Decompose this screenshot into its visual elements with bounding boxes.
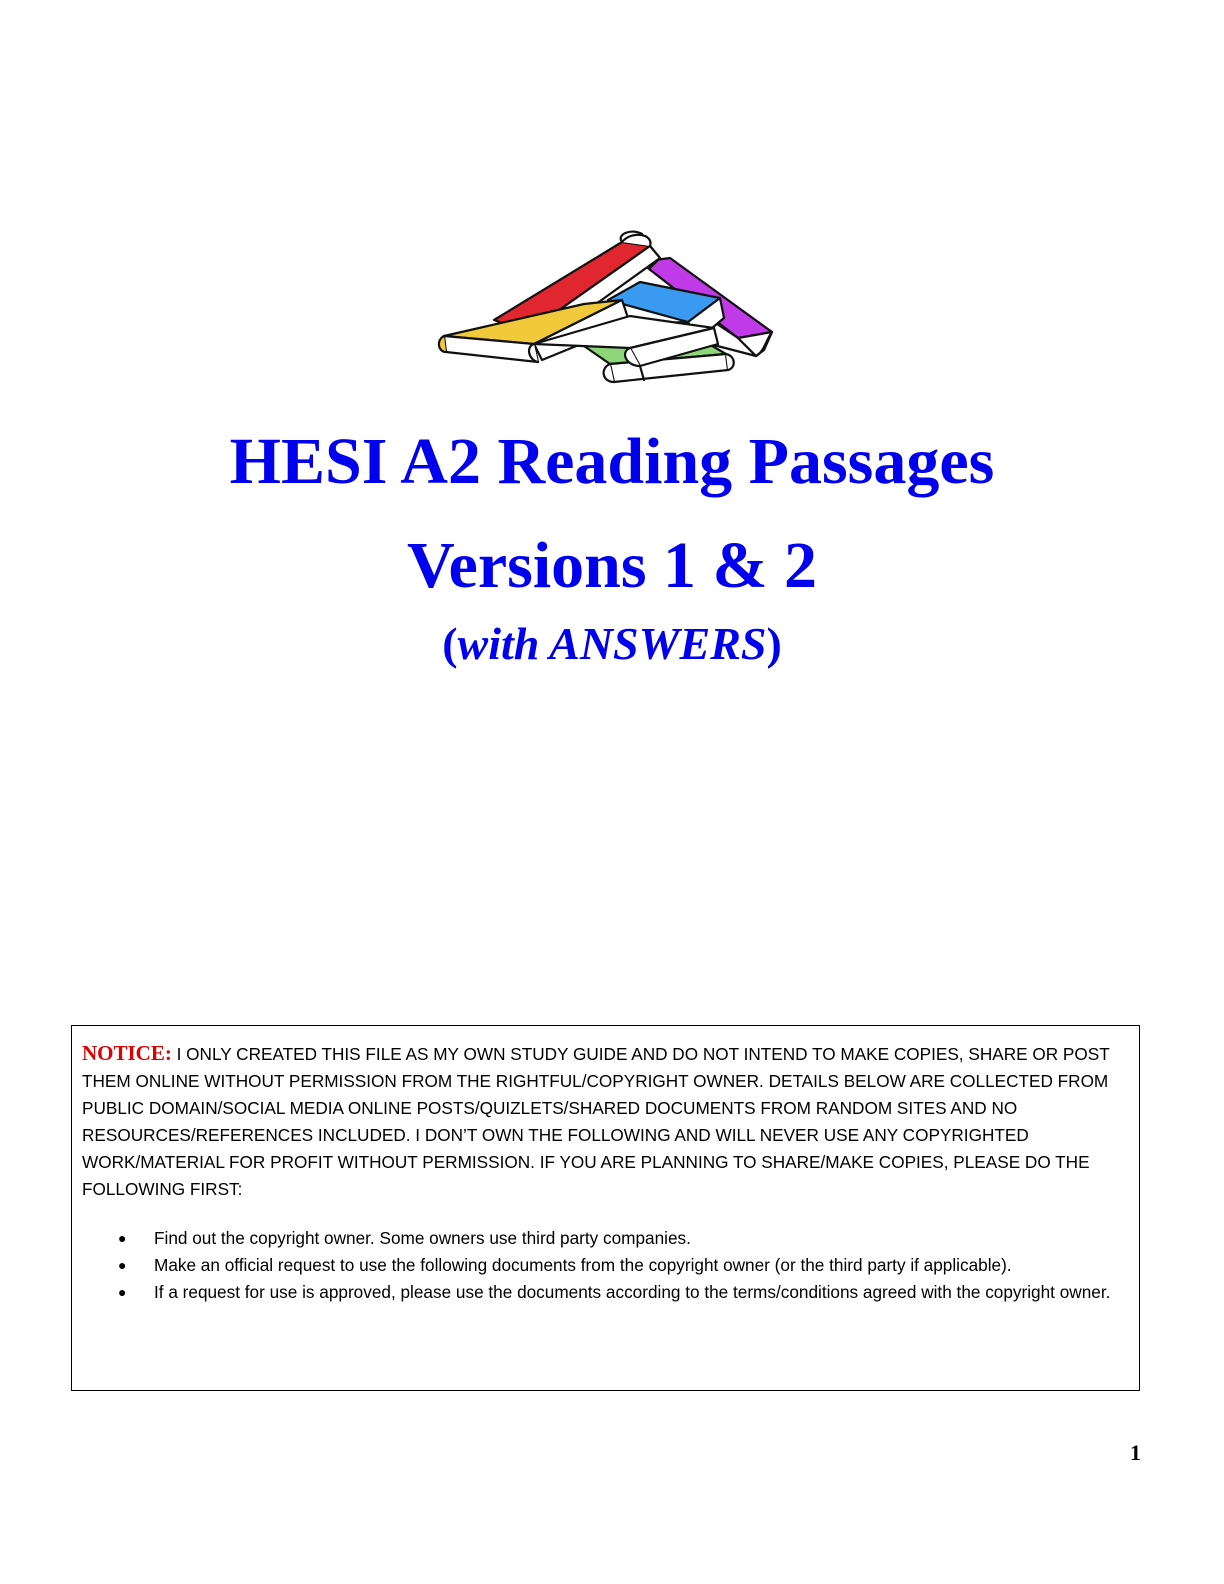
notice-list — [82, 1225, 1129, 1306]
document-subtitle — [0, 612, 1224, 676]
page-number: 1 — [1130, 1440, 1141, 1465]
subtitle-with-answers: with ANSWERS — [457, 618, 767, 669]
subtitle-close-paren: ) — [766, 618, 782, 669]
notice-label: NOTICE: — [82, 1041, 172, 1065]
list-item — [82, 1225, 1129, 1252]
document-title-line-1: HESI A2 Reading Passages — [229, 425, 995, 498]
bullet-icon: ● — [118, 1230, 127, 1246]
list-item — [82, 1279, 1129, 1306]
document-title-line-2: Versions 1 & 2 — [406, 529, 818, 602]
subtitle-open-paren: ( — [442, 618, 458, 669]
list-item-text: If a request for use is approved, please use the documents according to the terms/conditions agreed with the copyright owner. — [154, 1282, 1111, 1302]
stack-of-books-icon — [434, 228, 778, 390]
notice-box — [71, 1025, 1140, 1391]
list-item-text: Make an official request to use the following documents from the copyright owner (or the third party if applicable). — [154, 1255, 1012, 1275]
list-item-text: Find out the copyright owner. Some owners use third party companies. — [154, 1228, 691, 1248]
notice-text: I ONLY CREATED THIS FILE AS MY OWN STUDY GUIDE AND DO NOT INTEND TO MAKE COPIES, SHARE OR POST THEM ONLINE WITHOUT PERMISSION FROM THE RIGHTFUL/COPYRIGHT OWNER. DETAILS BELOW ARE COLLECTED FROM PUBLIC DOMAIN/SOCIAL MEDIA ONLINE POSTS/QUIZLETS/SHARED DOCUMENTS FROM RANDOM SITES AND NO RESOURCES/REFERENCES INCLUDED. I DON’T OWN THE FOLLOWING AND WILL NEVER USE ANY COPYRIGHTED WORK/MATERIAL FOR PROFIT WITHOUT PERMISSION. IF YOU ARE PLANNING TO SHARE/MAKE COPIES, PLEASE DO THE FOLLOWING FIRST: — [82, 1044, 1110, 1199]
notice-paragraph — [82, 1040, 1129, 1203]
list-item — [82, 1252, 1129, 1279]
bullet-icon: ● — [118, 1257, 127, 1273]
bullet-icon: ● — [118, 1284, 127, 1300]
